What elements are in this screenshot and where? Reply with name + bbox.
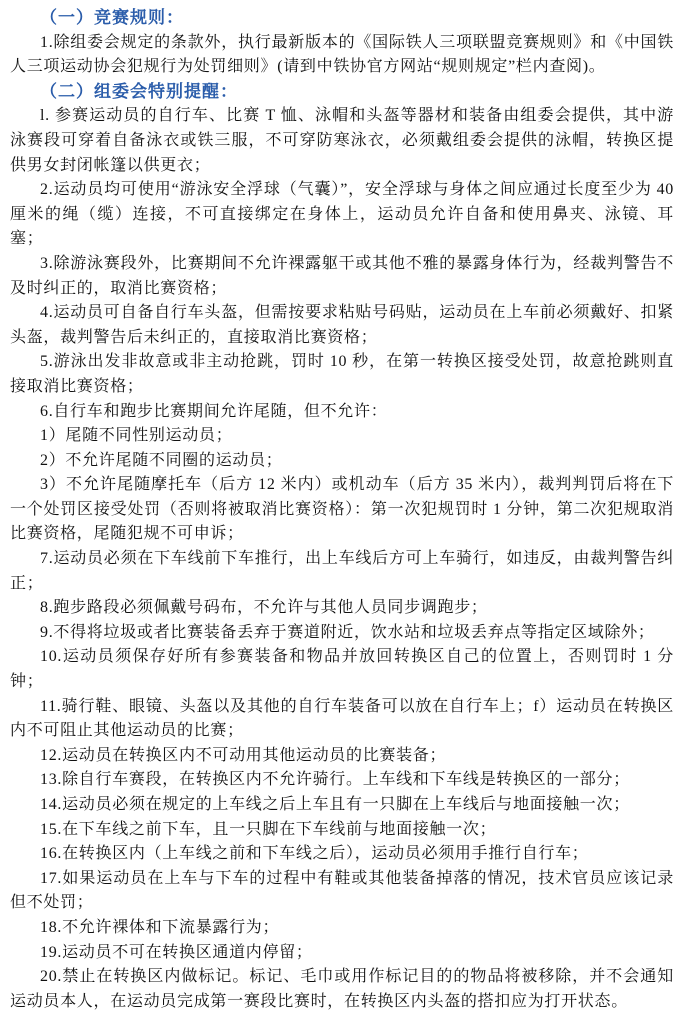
reminder-item-6: 6.自行车和跑步比赛期间允许尾随，但不允许： xyxy=(40,402,388,420)
reminder-item-20: 20.禁止在转换区内做标记。标记、毛巾或用作标记目的的物品将被移除，并不会通知运动员本人，在运动员完成第一赛段比赛时，在转换区内头盔的搭扣应为打开状态。 xyxy=(10,968,674,1010)
section-heading-organizer-reminders: （二）组委会特别提醒： xyxy=(40,81,238,101)
reminder-sub-item-2: 2）不允许尾随不同圈的运动员； xyxy=(40,451,283,469)
reminder-sub-item-3: 3）不允许尾随摩托车（后方 12 米内）或机动车（后方 35 米内），裁判判罚后将在下一个处罚区接受处罚（否则将被取消比赛资格）：第一次犯规罚时 1 分钟，第二次犯规取消比赛资格，尾随犯规不可申诉； xyxy=(10,476,674,543)
section-heading-competition-rules: （一）竞赛规则： xyxy=(40,8,184,27)
competition-rules-section xyxy=(10,6,674,80)
reminder-item-7: 7.运动员必须在下车线前下车推行，出上车线后方可上车骑行，如违反，由裁判警告纠正； xyxy=(10,550,674,592)
reminder-item-9: 9.不得将垃圾或者比赛装备丢弃于赛道附近，饮水站和垃圾丢弃点等指定区域除外； xyxy=(40,623,655,641)
reminder-item-1: l. 参赛运动员的自行车、比赛 T 恤、泳帽和头盔等器材和装备由组委会提供，其中游泳赛段可穿着自备泳衣或铁三服，不可穿防寒泳衣，必须戴组委会提供的泳帽，转换区提供男女封闭帐篷以供更衣； xyxy=(10,107,674,174)
reminder-item-12: 12.运动员在转换区内不可动用其他运动员的比赛装备； xyxy=(40,746,447,764)
reminder-item-14: 14.运动员必须在规定的上车线之后上车且有一只脚在上车线后与地面接触一次； xyxy=(40,796,630,813)
reminder-item-13: 13.除自行车赛段，在转换区内不允许骑行。上车线和下车线是转换区的一部分； xyxy=(40,771,630,789)
reminder-item-19: 19.运动员不可在转换区通道内停留； xyxy=(40,943,313,961)
organizer-reminders-section xyxy=(10,80,674,1015)
reminder-item-8: 8.跑步路段必须佩戴号码布，不允许与其他人员同步调跑步； xyxy=(40,599,488,617)
reminder-item-15: 15.在下车线之前下车，且一只脚在下车线前与地面接触一次； xyxy=(40,820,497,838)
reminder-item-2: 2.运动员均可使用“游泳安全浮球（气囊）”，安全浮球与身体之间应通过长度至少为 40 厘米的绳（缆）连接，不可直接绑定在身体上，运动员允许自备和使用鼻夹、泳镜、耳塞； xyxy=(10,181,674,248)
rule-item-1: 1.除组委会规定的条款外，执行最新版本的《国际铁人三项联盟竞赛规则》和《中国铁人三项运动协会犯规行为处罚细则》(请到中铁协官方网站“规则规定”栏内查阅)。 xyxy=(10,33,674,76)
reminder-item-18: 18.不允许裸体和下流暴露行为； xyxy=(40,918,280,936)
reminder-sub-item-1: 1）尾随不同性别运动员； xyxy=(40,427,233,445)
reminder-item-4: 4.运动员可自备自行车头盔，但需按要求粘贴号码贴，运动员在上车前必须戴好、扣紧头盔，裁判警告后未纠正的，直接取消比赛资格； xyxy=(10,304,674,346)
reminder-item-3: 3.除游泳赛段外，比赛期间不允许裸露躯干或其他不雅的暴露身体行为，经裁判警告不及时纠正的，取消比赛资格； xyxy=(10,254,674,297)
reminder-item-11: 11.骑行鞋、眼镜、头盔以及其他的自行车装备可以放在自行车上；f）运动员在转换区内不可阻止其他运动员的比赛； xyxy=(10,697,674,740)
reminder-item-17: 17.如果运动员在上车与下车的过程中有鞋或其他装备掉落的情况，技术官员应该记录但不处罚； xyxy=(10,869,674,912)
reminder-item-10: 10.运动员须保存好所有参赛装备和物品并放回转换区自己的位置上，否则罚时 1 分钟； xyxy=(10,648,674,691)
reminder-item-5: 5.游泳出发非故意或非主动抢跳，罚时 10 秒，在第一转换区接受处罚，故意抢跳则直接取消比赛资格； xyxy=(10,353,674,395)
reminder-item-16: 16.在转换区内（上车线之前和下车线之后），运动员必须用手推行自行车； xyxy=(40,845,589,863)
